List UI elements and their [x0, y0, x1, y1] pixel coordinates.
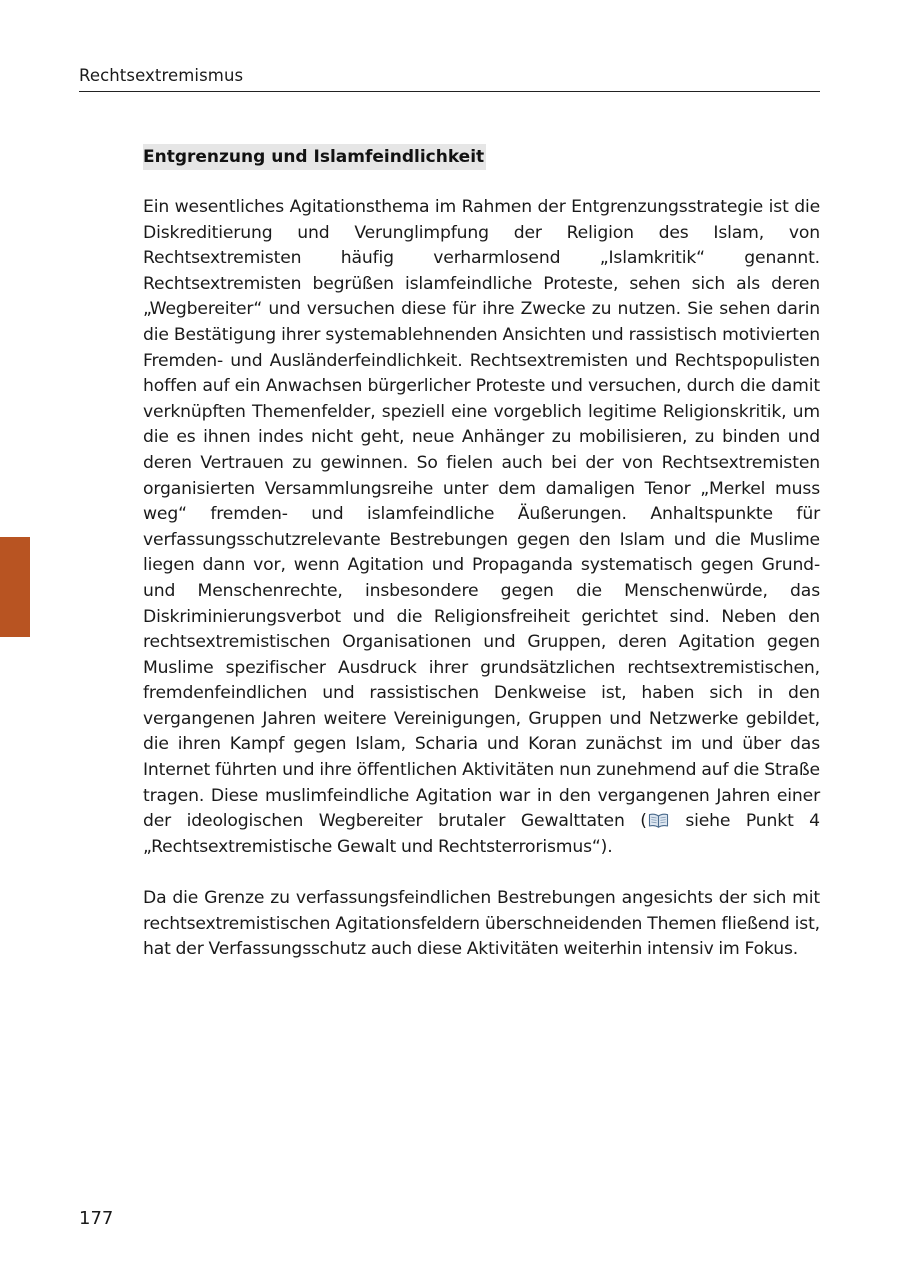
cross-reference-link[interactable]: siehe Punkt 4 „Rechtsextremistische Gewalt und Rechtsterrorismus“). [143, 811, 820, 857]
paragraph-1-text: Ein wesentliches Agitationsthema im Rahmen der Entgrenzungsstrategie ist die Diskreditierung und Verunglimpfung der Religion des Islam, von Rechtsextremisten häufig verharmlosend „Islamkritik“ genannt. Rechtsextremisten begrüßen islamfeindliche Proteste, sehen sich als deren „Wegbereiter“ und versuchen diese für ihre Zwecke zu nutzen. Sie sehen darin die Bestätigung ihrer systemablehnenden Ansichten und rassistisch motivierten Fremden- und Ausländerfeindlichkeit. Rechtsextremisten und Rechtspopulisten hoffen auf ein Anwachsen bürgerlicher Proteste und versuchen, durch die damit verknüpften Themenfelder, speziell eine vorgeblich legitime Religionskritik, um die es ihnen indes nicht geht, neue Anhänger zu mobilisieren, zu binden und deren Vertrauen zu gewinnen. So fielen auch bei der von Rechtsextremisten organisierten Versammlungsreihe unter dem damaligen Tenor „Merkel muss weg“ fremden- und islamfeindliche Äußerungen. Anhaltspunkte für verfassungsschutzrelevante Bestrebungen gegen den Islam und die Muslime liegen dann vor, wenn Agitation und Propaganda systematisch gegen Grund- und Menschenrechte, insbesondere gegen die Menschenwürde, das Diskriminierungsverbot und die Religionsfreiheit gerichtet sind. Neben den rechtsextremistischen Organisationen und Gruppen, deren Agitation gegen Muslime spezifischer Ausdruck ihrer grundsätzlichen rechtsextremistischen, fremdenfeindlichen und rassistischen Denkweise ist, haben sich in den vergangenen Jahren weitere Vereinigungen, Gruppen und Netzwerke gebildet, die ihren Kampf gegen Islam, Scharia und Koran zunächst im und über das Internet führten und ihre öffentlichen Aktivitäten nun zunehmend auf die Straße tragen. Diese muslimfeindliche Agitation war in den vergangenen Jahren einer der ideologischen Wegbereiter brutaler Gewalttaten ( [143, 197, 820, 832]
open-book-icon [648, 813, 669, 828]
chapter-side-tab [0, 537, 30, 637]
body-paragraph-2: Da die Grenze zu verfassungsfeindlichen Bestrebungen angesichts der sich mit rechtsextremistischen Agitationsfeldern überschneidenden Themen fließend ist, hat der Verfassungsschutz auch diese Aktivitäten weiterhin intensiv im Fokus. [143, 888, 820, 960]
body-paragraph-1 [143, 195, 820, 860]
main-content [143, 144, 820, 963]
section-heading: Entgrenzung und Islamfeindlichkeit [143, 144, 486, 170]
page-number: 177 [79, 1208, 114, 1229]
running-header [79, 64, 820, 92]
running-header-title: Rechtsextremismus [79, 66, 244, 85]
